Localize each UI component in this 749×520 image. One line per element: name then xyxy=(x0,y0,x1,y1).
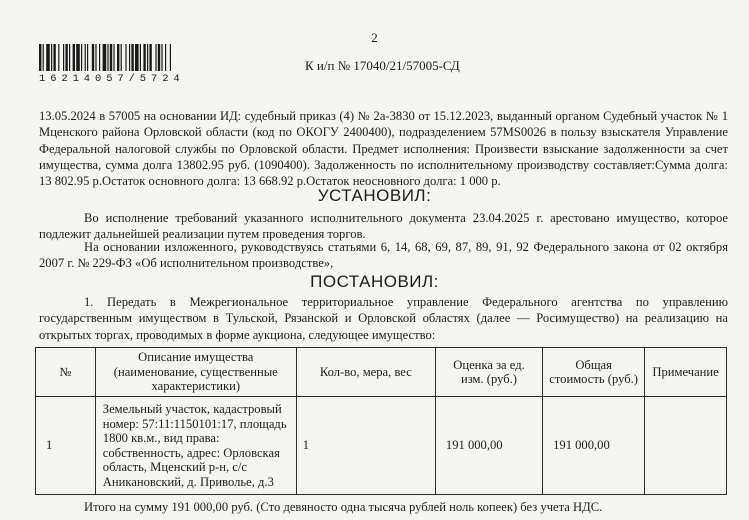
cell-description: Земельный участок, кадастровый номер: 57:11:1150101:17, площадь 1800 кв.м., вид права: собственность, адрес: Орловская область, Мценский р-н, с/с Аникановский, д. Приволье, д.3 xyxy=(95,397,296,495)
barcode-bar xyxy=(51,44,52,71)
barcode-bar xyxy=(113,44,114,71)
header-description: Описание имущества (наименование, существенные характеристики) xyxy=(95,348,296,397)
cell-quantity: 1 xyxy=(296,397,435,495)
barcode-bar xyxy=(39,44,41,71)
barcode-bar xyxy=(58,44,59,71)
heading-established: УСТАНОВИЛ: xyxy=(317,186,432,205)
barcode-bar xyxy=(140,44,141,71)
barcode-number: 16214057/5724 xyxy=(39,73,185,85)
established-paragraph: Во исполнение требований указанного исполнительного документа 23.04.2025 г. арестовано имущество, которое подлежит дальнейшей реализации путем проведения торгов. xyxy=(39,211,728,242)
cell-total: 191 000,00 xyxy=(543,397,645,495)
barcode-bar xyxy=(63,44,64,71)
cell-note xyxy=(645,397,727,495)
barcode-bar xyxy=(85,44,86,71)
barcode-bar xyxy=(46,44,50,71)
header-no: № xyxy=(36,348,96,397)
cell-estimate: 191 000,00 xyxy=(435,397,542,495)
barcode-bar xyxy=(149,44,151,71)
barcode-bar xyxy=(147,44,148,71)
barcode-bar xyxy=(81,44,82,71)
barcode-bar xyxy=(65,44,67,71)
barcode-bar xyxy=(161,44,162,71)
barcode-bar xyxy=(73,44,75,71)
cell-no: 1 xyxy=(36,397,96,495)
barcode-bar xyxy=(165,44,166,71)
barcode-bar xyxy=(110,44,112,71)
barcode-bar xyxy=(53,44,55,71)
barcode-bar xyxy=(99,44,100,71)
heading-resolved: ПОСТАНОВИЛ: xyxy=(310,272,439,291)
property-table xyxy=(35,347,727,495)
barcode-bar xyxy=(92,44,94,71)
barcode-bar xyxy=(87,44,88,71)
table-header-row xyxy=(36,348,727,397)
barcode-bar xyxy=(135,44,139,71)
barcode-bar xyxy=(158,44,160,71)
barcode-bar xyxy=(117,44,119,71)
header-estimate: Оценка за ед. изм. (руб.) xyxy=(435,348,542,397)
table-row xyxy=(36,397,727,495)
basis-paragraph: На основании изложенного, руководствуясь статьями 6, 14, 68, 69, 87, 89, 91, 92 Федерального закона от 02 октября 2007 г. № 229-ФЗ «Об исполнительном производстве», xyxy=(39,240,728,271)
intro-paragraph: 13.05.2024 в 57005 на основании ИД: судебный приказ (4) № 2а-3830 от 15.12.2023, выданный органом Судебный участок № 1 Мценского района Орловской области (код по ОКОГУ 2400400), подразделением 57MS0026 в пользу взыскателя Управление Федеральной налоговой службы по Орловской области. Предмет исполнения: Произвести взыскание задолженности за счет имущества, сумма долга 13802.95 руб. (1090400). Задолженность по исполнительному производству составляет:Сумма долга: 13 802.95 р.Остаток основного долга: 13 668.92 р.Остаток неосновного долга: 1 000 р. xyxy=(39,109,728,189)
barcode-bar xyxy=(131,44,133,71)
barcode xyxy=(39,44,217,71)
barcode-bar xyxy=(76,44,80,71)
barcode-bar xyxy=(95,44,96,71)
barcode-bar xyxy=(43,44,44,71)
barcode-bar xyxy=(107,44,108,71)
page-number: 2 xyxy=(371,30,378,45)
resolution-paragraph: 1. Передать в Межрегиональное территориальное управление Федерального агентства по управлению государственным имуществом в Тульской, Рязанской и Орловской областях (далее — Росимущество) на реализацию на открытых торгах, проводимых в форме аукциона, следующее имущество: xyxy=(39,295,728,342)
barcode-bar xyxy=(125,44,126,71)
barcode-bar xyxy=(143,44,145,71)
barcode-bar xyxy=(129,44,130,71)
case-number: К и/п № 17040/21/57005-СД xyxy=(305,58,460,73)
barcode-bar xyxy=(121,44,122,71)
barcode-bar xyxy=(155,44,156,71)
header-quantity: Кол-во, мера, вес xyxy=(296,348,435,397)
barcode-bar xyxy=(103,44,107,71)
barcode-bar xyxy=(170,44,171,71)
total-line: Итого на сумму 191 000,00 руб. (Сто девяносто одна тысяча рублей ноль копеек) без учета НДС. xyxy=(84,500,603,514)
header-note: Примечание xyxy=(645,348,727,397)
barcode-bar xyxy=(69,44,70,71)
header-total: Общая стоимость (руб.) xyxy=(543,348,645,397)
